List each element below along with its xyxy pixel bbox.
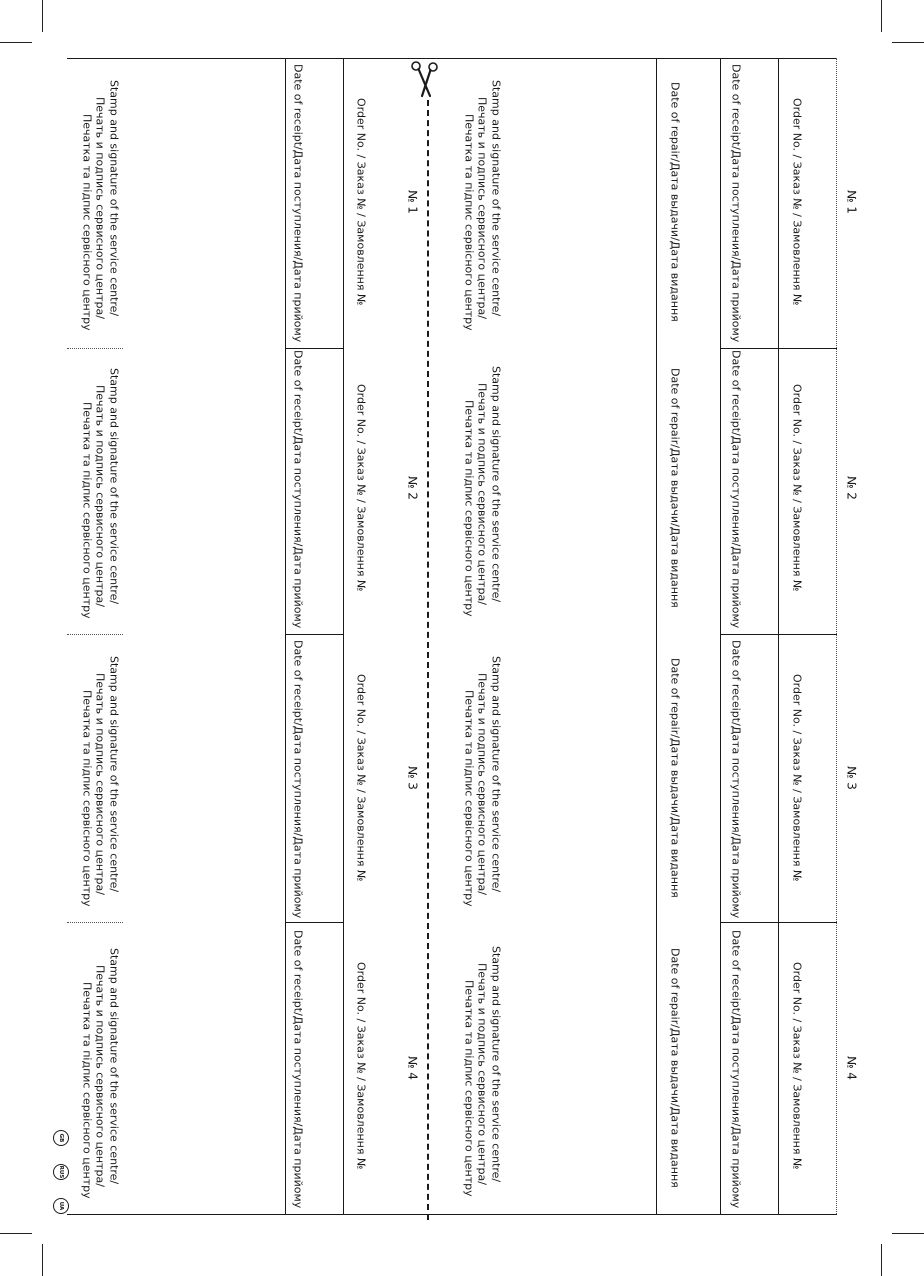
column-rule: [778, 58, 779, 1214]
crop-mark: [0, 1233, 32, 1234]
language-badge-rus: RUS: [53, 1164, 69, 1180]
crop-mark: [881, 0, 882, 32]
coupon-divider: [285, 922, 343, 923]
crop-mark: [892, 42, 924, 43]
crop-mark: [42, 1244, 43, 1276]
crop-mark: [892, 1233, 924, 1234]
language-badge-ua: UA: [53, 1198, 69, 1214]
language-badge-gb: GB: [53, 1130, 69, 1146]
coupon-divider: [285, 348, 343, 349]
cut-line: [427, 100, 429, 1220]
coupon-divider-dotted: [67, 922, 123, 923]
crop-mark: [881, 1244, 882, 1276]
bottom-rule: [67, 1214, 837, 1215]
crop-mark: [42, 0, 43, 32]
column-rule: [285, 58, 286, 1214]
top-rule: [67, 58, 837, 59]
column-rule: [343, 58, 344, 1214]
coupon-divider-dotted: [67, 634, 123, 635]
crop-mark: [0, 42, 32, 43]
column-rule: [836, 58, 837, 1214]
column-rule: [720, 58, 721, 1214]
coupon-divider-dotted: [67, 348, 123, 349]
column-rule: [656, 58, 657, 1214]
scissors-icon: [408, 60, 442, 100]
coupon-divider: [285, 634, 343, 635]
